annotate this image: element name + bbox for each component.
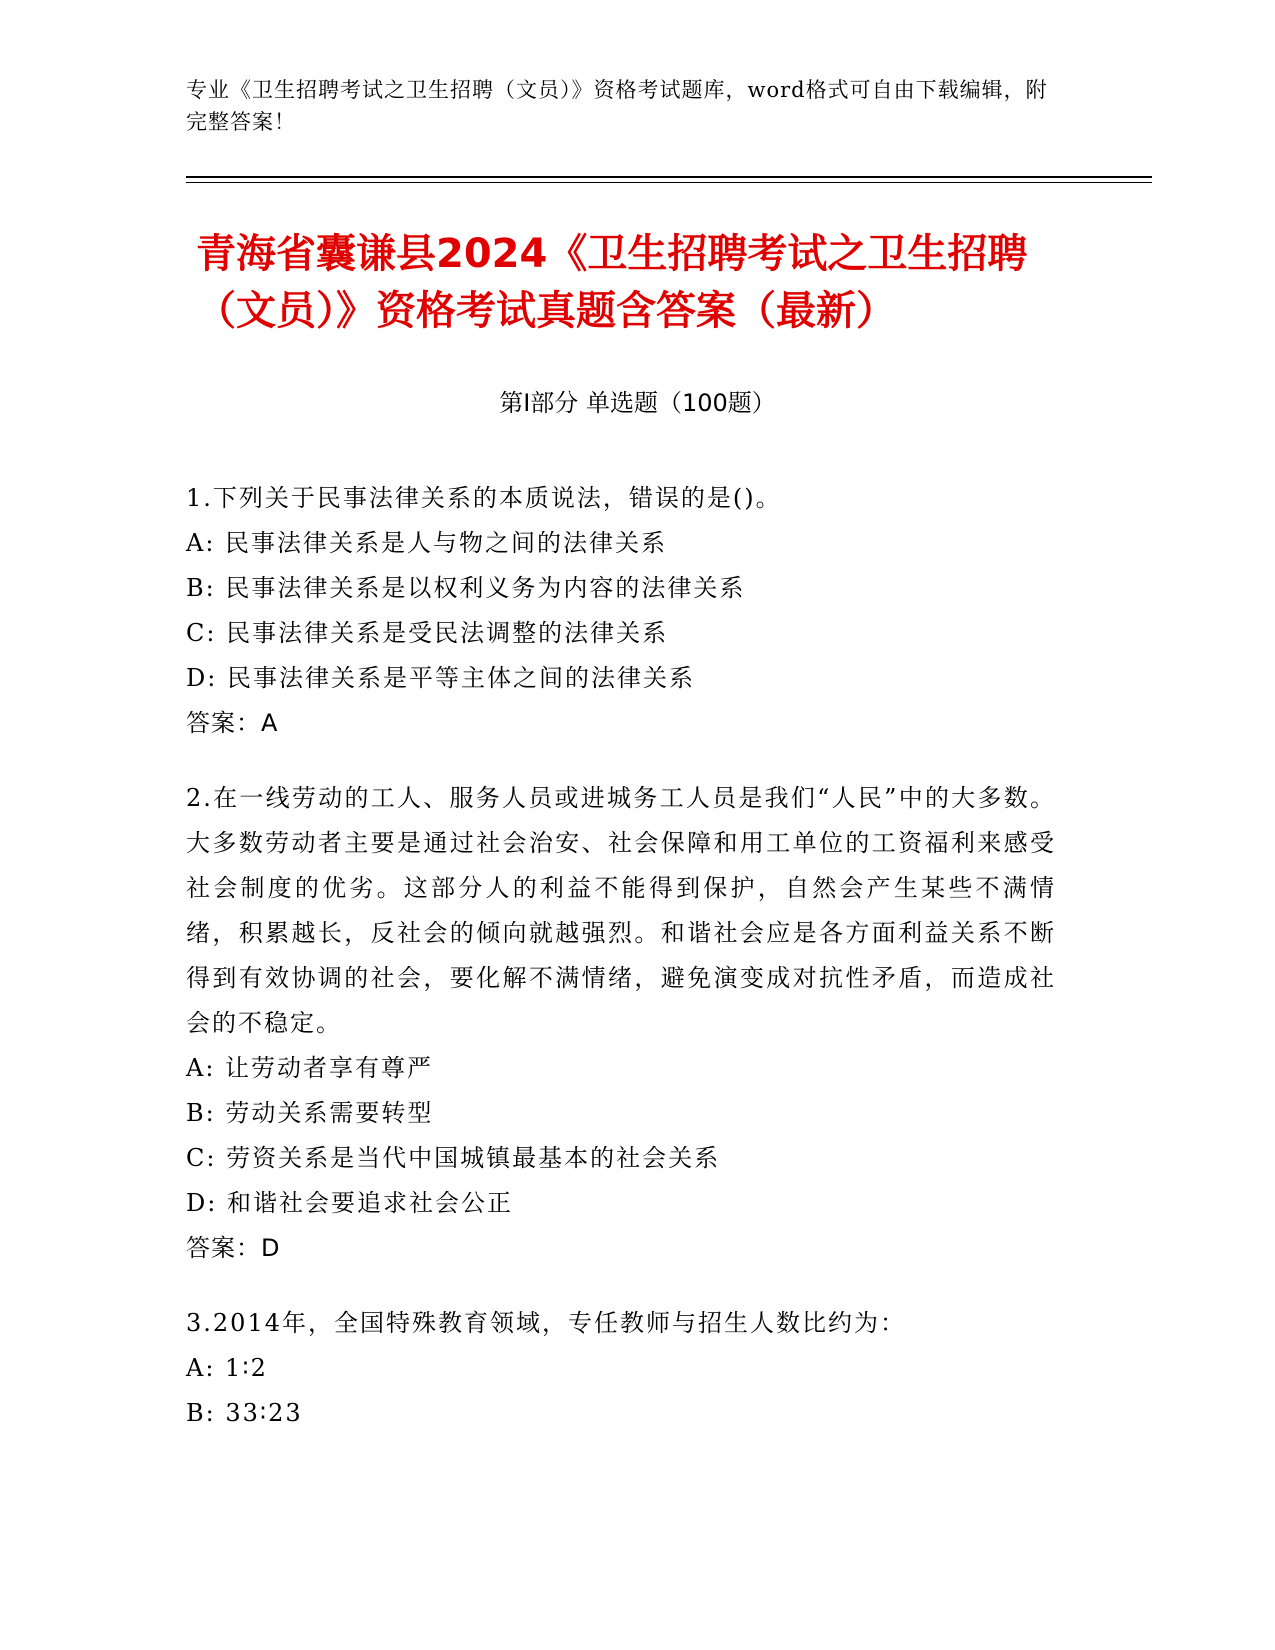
question-stem: 2.在一线劳动的工人、服务人员或进城务工人员是我们“人民”中的大多数。大多数劳动者主要是通过社会治安、社会保障和用工单位的工资福利来感受社会制度的优劣。这部分人的利益不能得到保护，自然会产生某些不满情绪，积累越长，反社会的倾向就越强烈。和谐社会应是各方面利益关系不断得到有效协调的社会，要化解不满情绪，避免演变成对抗性矛盾，而造成社会的不稳定。	[186, 784, 1056, 1037]
option-a: A: 1∶2	[186, 1354, 268, 1382]
header-note: 专业《卫生招聘考试之卫生招聘（文员）》资格考试题库，word格式可自由下载编辑，附完整答案！	[186, 78, 1048, 134]
option-c: C: 劳资关系是当代中国城镇最基本的社会关系	[186, 1144, 721, 1172]
option-a: A: 民事法律关系是人与物之间的法律关系	[186, 529, 668, 557]
option-c: C: 民事法律关系是受民法调整的法律关系	[186, 619, 669, 647]
question-2	[186, 776, 1056, 1271]
question-3	[186, 1301, 1056, 1436]
option-b: B: 33∶23	[186, 1399, 303, 1427]
option-b: B: 劳动关系需要转型	[186, 1099, 434, 1127]
question-stem: 1.下列关于民事法律关系的本质说法，错误的是()。	[186, 484, 782, 512]
answer: 答案：A	[186, 709, 279, 737]
option-b: B: 民事法律关系是以权利义务为内容的法律关系	[186, 574, 746, 602]
option-d: D: 和谐社会要追求社会公正	[186, 1189, 513, 1217]
header-rule-thick	[186, 176, 1152, 178]
option-a: A: 让劳动者享有尊严	[186, 1054, 434, 1082]
document-title: 青海省囊谦县2024《卫生招聘考试之卫生招聘（文员）》资格考试真题含答案（最新）	[196, 231, 1028, 334]
answer: 答案：D	[186, 1234, 281, 1262]
question-list	[186, 476, 1056, 1466]
question-stem: 3.2014年，全国特殊教育领域，专任教师与招生人数比约为：	[186, 1309, 906, 1337]
question-1	[186, 476, 1056, 746]
section-heading: 第Ⅰ部分 单选题（100题）	[499, 389, 776, 417]
header-rule-thin	[186, 182, 1152, 183]
option-d: D: 民事法律关系是平等主体之间的法律关系	[186, 664, 695, 692]
